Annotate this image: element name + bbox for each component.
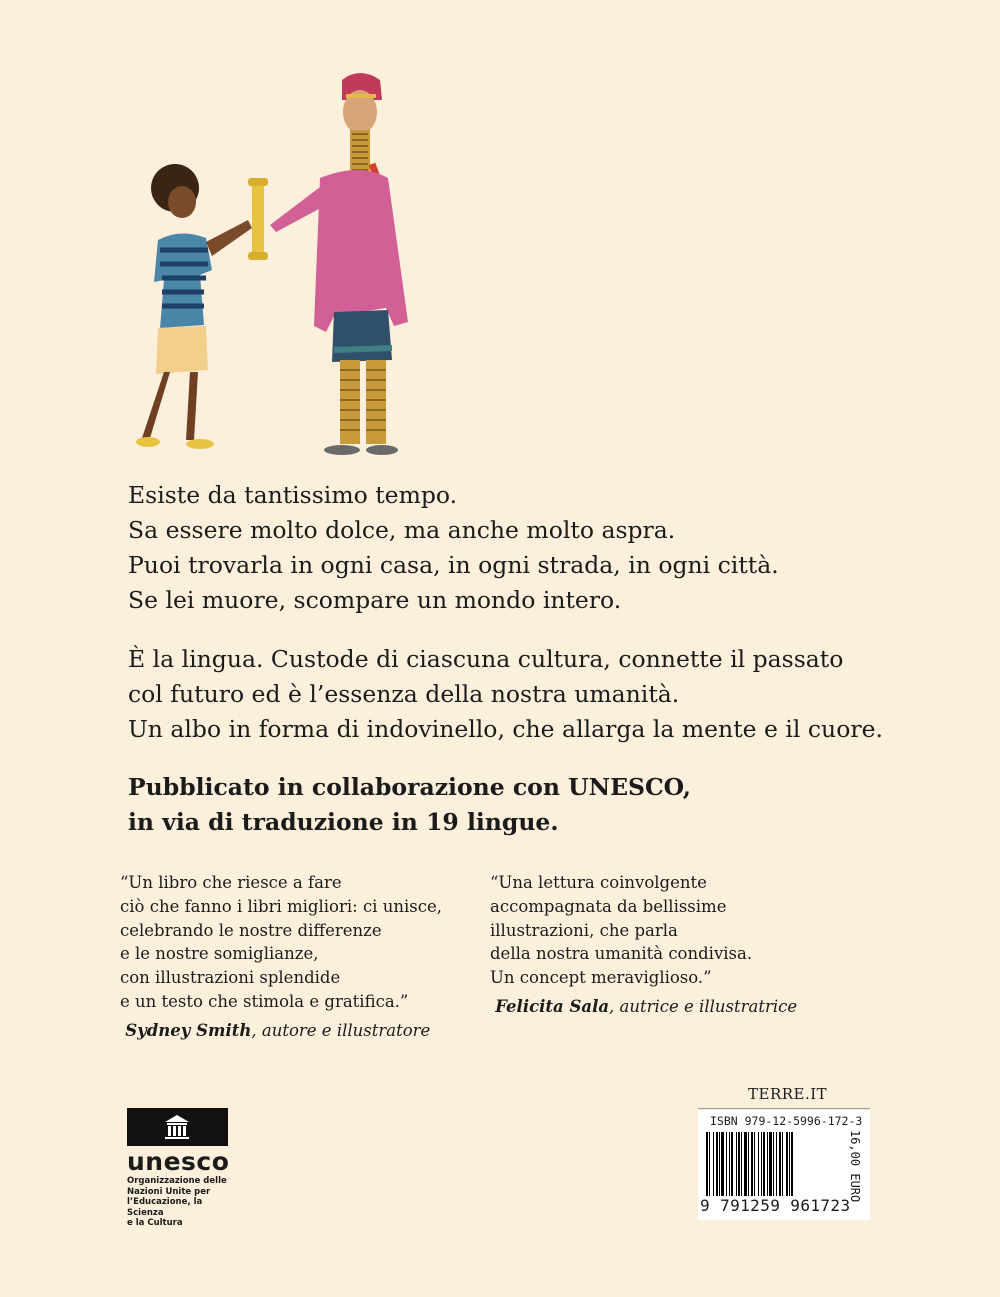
unesco-subtitle-line: Nazioni Unite per — [127, 1186, 211, 1197]
blurb-line: È la lingua. Custode di ciascuna cultura, connette il passato — [128, 645, 844, 673]
blurb-line: col futuro ed è l’essenza della nostra umanità. — [128, 680, 680, 708]
child-figure — [136, 164, 252, 449]
blurb-line: Esiste da tantissimo tempo. — [128, 481, 458, 509]
woman-figure — [270, 73, 408, 455]
quote-line: “Una lettura coinvolgente — [490, 873, 707, 892]
quote-attribution — [120, 1019, 442, 1043]
quote-line: “Un libro che riesce a fare — [120, 873, 342, 892]
quote-line: Un concept meraviglioso.” — [490, 968, 712, 988]
quote-line: ciò che fanno i libri migliori: ci unisce, — [120, 896, 442, 916]
price-label: 16,00 EURO — [848, 1130, 862, 1203]
unesco-wordmark: unesco — [127, 1147, 230, 1176]
divider — [698, 1108, 870, 1109]
barcode-panel — [698, 1110, 870, 1220]
unesco-subtitle-line: l’Educazione, la Scienza — [127, 1197, 203, 1218]
quote-right — [490, 871, 797, 1019]
blurb-line: Se lei muore, scompare un mondo intero. — [128, 586, 622, 614]
unesco-logo — [127, 1108, 237, 1229]
quote-line: celebrando le nostre differenze — [120, 920, 382, 940]
blurb-paragraph-1 — [128, 478, 779, 618]
unesco-subtitle — [127, 1176, 237, 1229]
quote-author: Felicita Sala — [495, 996, 610, 1016]
unesco-temple-icon — [127, 1108, 228, 1146]
quote-line: e un testo che stimola e gratifica.” — [120, 991, 409, 1011]
blurb-paragraph-2 — [128, 642, 883, 747]
blurb-paragraph-3 — [128, 770, 691, 840]
blurb-line: Sa essere molto dolce, ma anche molto aspra. — [128, 516, 676, 544]
quote-line: della nostra umanità condivisa. — [490, 944, 753, 964]
unesco-subtitle-line: Organizzazione delle — [127, 1176, 227, 1186]
quote-line: accompagnata da bellissime — [490, 896, 727, 916]
isbn-label: ISBN 979-12-5996-172-3 — [710, 1114, 863, 1128]
quote-author: Sydney Smith — [125, 1020, 252, 1040]
unesco-subtitle-line: e la Cultura — [127, 1218, 183, 1228]
quote-role: , autore e illustratore — [251, 1020, 431, 1040]
publisher-site: TERRE.IT — [748, 1085, 828, 1103]
quote-role: , autrice e illustratrice — [609, 996, 798, 1016]
barcode-icon — [706, 1132, 846, 1196]
quote-attribution — [490, 995, 797, 1019]
blurb-line: Puoi trovarla in ogni casa, in ogni strada, in ogni città. — [128, 551, 779, 579]
blurb-line: Pubblicato in collaborazione con UNESCO, — [128, 773, 691, 801]
barcode-digits: 9 791259 961723 — [700, 1196, 851, 1215]
scroll-object — [248, 178, 268, 260]
blurb-line: Un albo in forma di indovinello, che allarga la mente e il cuore. — [128, 715, 883, 743]
blurb-line: in via di traduzione in 19 lingue. — [128, 808, 559, 836]
quote-left — [120, 871, 442, 1043]
quote-line: illustrazioni, che parla — [490, 920, 678, 940]
quote-line: e le nostre somiglianze, — [120, 944, 319, 964]
cover-illustration — [120, 60, 440, 460]
quote-line: con illustrazioni splendide — [120, 968, 341, 988]
